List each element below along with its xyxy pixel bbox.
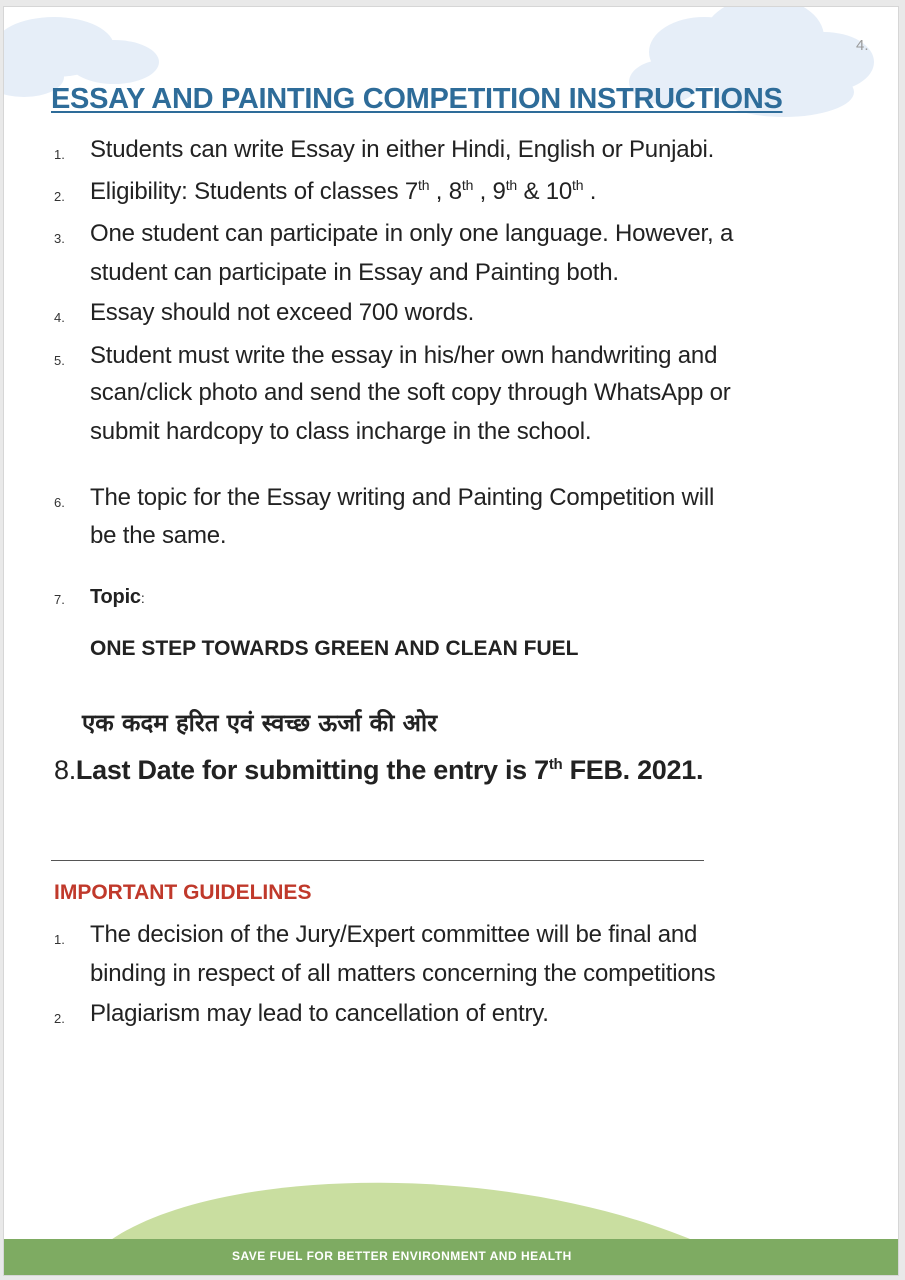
item-number: 3.: [54, 231, 65, 246]
footer-text: SAVE FUEL FOR BETTER ENVIRONMENT AND HEALTH: [232, 1249, 572, 1263]
item-text: Eligibility: Students of classes 7th , 8th , 9th & 10th .: [90, 177, 597, 205]
item-text: binding in respect of all matters concerning the competitions: [90, 960, 716, 987]
guidelines-title: IMPORTANT GUIDELINES: [54, 881, 312, 904]
item-text: scan/click photo and send the soft copy through WhatsApp or: [90, 379, 731, 406]
item-text: One student can participate in only one language. However, a: [90, 220, 734, 247]
last-date: 8.Last Date for submitting the entry is 7th FEB. 2021.: [54, 755, 704, 785]
item-text: Student must write the essay in his/her own handwriting and: [90, 342, 718, 369]
topic-label: Topic:: [90, 586, 145, 608]
item-number: 1.: [54, 147, 65, 162]
item-number: 2.: [54, 189, 65, 204]
item-text: The decision of the Jury/Expert committee will be final and: [90, 921, 698, 948]
item-text: submit hardcopy to class incharge in the school.: [90, 418, 592, 445]
topic-english: ONE STEP TOWARDS GREEN AND CLEAN FUEL: [90, 637, 579, 660]
document-page: [3, 6, 899, 1276]
item-number: 7.: [54, 592, 65, 607]
item-number: 4.: [54, 310, 65, 325]
item-number: 2.: [54, 1011, 65, 1026]
item-number: 1.: [54, 932, 65, 947]
item-text: Plagiarism may lead to cancellation of entry.: [90, 1000, 549, 1027]
item-text: student can participate in Essay and Painting both.: [90, 259, 619, 286]
topic-hindi: एक कदम हरित एवं स्वच्छ ऊर्जा की ओर: [82, 709, 438, 737]
divider: [51, 860, 704, 861]
item-text: Essay should not exceed 700 words.: [90, 299, 475, 326]
item-text: The topic for the Essay writing and Painting Competition will: [90, 484, 715, 511]
page-title: ESSAY AND PAINTING COMPETITION INSTRUCTIONS: [51, 83, 783, 115]
page-number: 4.: [856, 37, 869, 54]
item-text: Students can write Essay in either Hindi, English or Punjabi.: [90, 136, 715, 163]
item-text: be the same.: [90, 522, 227, 549]
item-number: 5.: [54, 353, 65, 368]
item-number: 6.: [54, 495, 65, 510]
